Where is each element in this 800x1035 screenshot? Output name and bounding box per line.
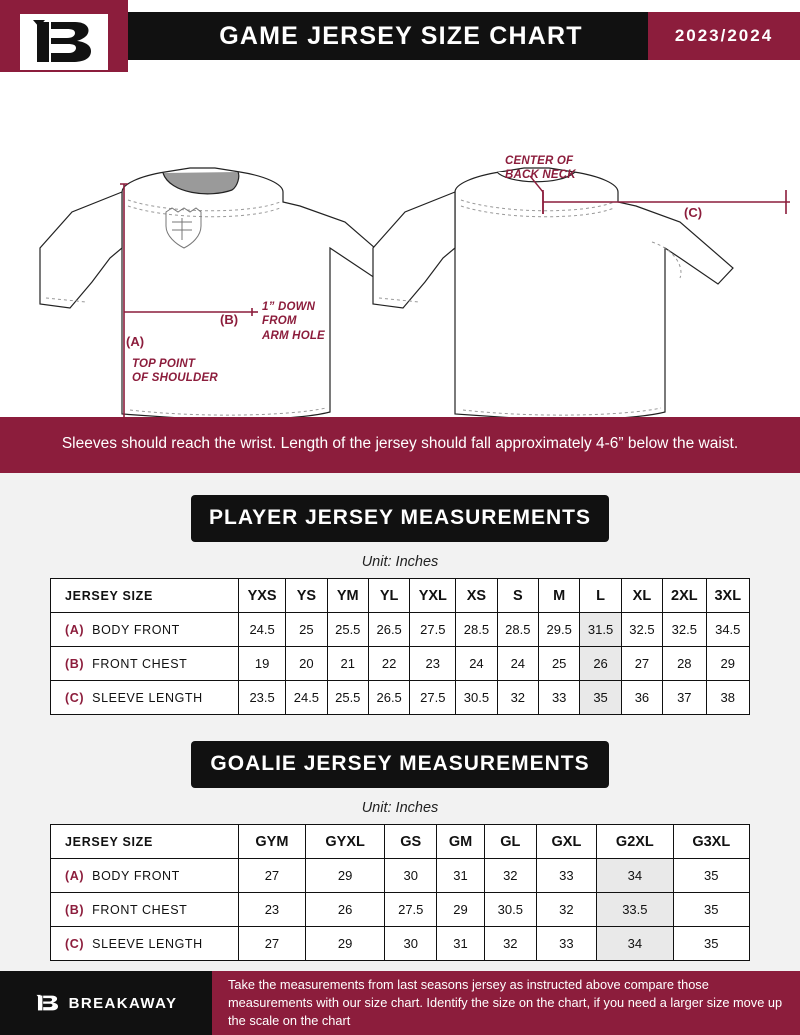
player-row-0-label [51, 613, 239, 647]
player-col-9: XL [621, 579, 662, 613]
player-row-2-label [51, 681, 239, 715]
cell: 25 [286, 613, 327, 647]
cell: 34 [597, 927, 673, 961]
cell: 33.5 [597, 893, 673, 927]
cell: 27.5 [385, 893, 437, 927]
goalie-col-5: GXL [536, 825, 597, 859]
cell: 24.5 [286, 681, 327, 715]
cell: 30.5 [484, 893, 536, 927]
page-footer [0, 971, 800, 1035]
label-b: (B) [220, 312, 239, 327]
goalie-row-1-label [51, 893, 239, 927]
player-col-2: YM [327, 579, 368, 613]
player-row-1-label [51, 647, 239, 681]
cell: 36 [621, 681, 662, 715]
cell: 33 [536, 927, 597, 961]
cell: 24 [497, 647, 538, 681]
cell: 37 [663, 681, 706, 715]
cell: 32.5 [621, 613, 662, 647]
cell: 32 [497, 681, 538, 715]
cell: 20 [286, 647, 327, 681]
player-col-3: YL [368, 579, 409, 613]
cell: 19 [239, 647, 286, 681]
cell: 32 [484, 927, 536, 961]
note-band: Sleeves should reach the wrist. Length of the jersey should fall approximately 4-6” below the waist. [0, 417, 800, 473]
label-a: (A) [126, 334, 145, 349]
page-header [0, 0, 800, 72]
goalie-col-6: G2XL [597, 825, 673, 859]
table-row [51, 647, 750, 681]
player-measurements-table [50, 578, 750, 715]
cell: 34.5 [706, 613, 749, 647]
cell: 30 [385, 859, 437, 893]
cell: 26.5 [368, 613, 409, 647]
cell: 28 [663, 647, 706, 681]
player-row-0-text: BODY FRONT [92, 622, 180, 637]
player-col-6: S [497, 579, 538, 613]
table-header-row [51, 579, 750, 613]
player-col-5: XS [456, 579, 497, 613]
cell: 30 [385, 927, 437, 961]
goalie-row-0-label [51, 859, 239, 893]
cell: 24 [456, 647, 497, 681]
table-row [51, 681, 750, 715]
cell: 29.5 [539, 613, 580, 647]
cell: 31.5 [580, 613, 621, 647]
player-row-1-text: FRONT CHEST [92, 656, 188, 671]
table-row [51, 859, 750, 893]
goalie-col-7: G3XL [673, 825, 749, 859]
cell: 35 [673, 893, 749, 927]
cell: 23 [239, 893, 306, 927]
cell: 28.5 [456, 613, 497, 647]
cell: 23.5 [239, 681, 286, 715]
player-col-11: 3XL [706, 579, 749, 613]
player-unit-label: Unit: Inches [361, 554, 439, 571]
footer-instructions: Take the measurements from last seasons jersey as instructed above compare those measurements with our size chart. Identify the size on the chart, if you need a larger size move up the scale on the chart [212, 971, 800, 1035]
cell: 27 [239, 927, 306, 961]
table-row [51, 893, 750, 927]
cell: 35 [673, 859, 749, 893]
goalie-unit-label: Unit: Inches [361, 800, 439, 817]
cell: 34 [597, 859, 673, 893]
player-col-10: 2XL [663, 579, 706, 613]
cell: 35 [580, 681, 621, 715]
callout-top-shoulder: TOP POINT OF SHOULDER [132, 358, 218, 385]
cell: 22 [368, 647, 409, 681]
cell: 26 [305, 893, 385, 927]
player-row-2-letter: (C) [65, 690, 85, 705]
player-col-0: YXS [239, 579, 286, 613]
cell: 30.5 [456, 681, 497, 715]
goalie-row-2-label [51, 927, 239, 961]
player-row-1-letter: (B) [65, 656, 85, 671]
cell: 27.5 [410, 681, 456, 715]
cell: 27 [239, 859, 306, 893]
cell: 23 [410, 647, 456, 681]
goalie-section-banner: GOALIE JERSEY MEASUREMENTS [191, 741, 609, 788]
jersey-illustration [0, 72, 800, 417]
goalie-row-0-letter: (A) [65, 868, 85, 883]
cell: 31 [437, 927, 485, 961]
cell: 26 [580, 647, 621, 681]
cell: 25.5 [327, 613, 368, 647]
goalie-row-2-letter: (C) [65, 936, 85, 951]
goalie-col-2: GS [385, 825, 437, 859]
table-header-row [51, 825, 750, 859]
goalie-section [0, 715, 800, 961]
goalie-size-header: JERSEY SIZE [51, 825, 239, 859]
goalie-row-2-text: SLEEVE LENGTH [92, 936, 203, 951]
goalie-row-1-text: FRONT CHEST [92, 902, 188, 917]
player-size-header: JERSEY SIZE [51, 579, 239, 613]
goalie-row-0-text: BODY FRONT [92, 868, 180, 883]
cell: 25 [539, 647, 580, 681]
brand-logo [20, 14, 108, 70]
player-section-banner: PLAYER JERSEY MEASUREMENTS [191, 495, 609, 542]
player-col-4: YXL [410, 579, 456, 613]
player-col-7: M [539, 579, 580, 613]
table-row [51, 613, 750, 647]
jersey-diagram-svg [0, 72, 800, 417]
goalie-col-3: GM [437, 825, 485, 859]
cell: 35 [673, 927, 749, 961]
cell: 33 [539, 681, 580, 715]
cell: 32.5 [663, 613, 706, 647]
goalie-measurements-table [50, 824, 750, 961]
callout-center-back-neck: CENTER OF BACK NECK [505, 155, 576, 182]
goalie-col-4: GL [484, 825, 536, 859]
cell: 25.5 [327, 681, 368, 715]
footer-brand-block [0, 971, 212, 1035]
footer-brand-name: BREAKAWAY [68, 994, 178, 1012]
cell: 27 [621, 647, 662, 681]
player-row-2-text: SLEEVE LENGTH [92, 690, 203, 705]
player-row-0-letter: (A) [65, 622, 85, 637]
cell: 32 [484, 859, 536, 893]
season-badge: 2023/2024 [648, 12, 800, 60]
goalie-col-0: GYM [239, 825, 306, 859]
cell: 29 [437, 893, 485, 927]
cell: 33 [536, 859, 597, 893]
player-section [0, 473, 800, 715]
breakaway-b-icon [29, 19, 99, 65]
cell: 29 [305, 927, 385, 961]
cell: 29 [305, 859, 385, 893]
cell: 28.5 [497, 613, 538, 647]
label-c: (C) [684, 205, 703, 220]
player-col-1: YS [286, 579, 327, 613]
cell: 27.5 [410, 613, 456, 647]
player-col-8: L [580, 579, 621, 613]
breakaway-b-icon-small [35, 987, 61, 1019]
cell: 24.5 [239, 613, 286, 647]
page-title: GAME JERSEY SIZE CHART [219, 21, 583, 50]
goalie-row-1-letter: (B) [65, 902, 85, 917]
goalie-col-1: GYXL [305, 825, 385, 859]
cell: 38 [706, 681, 749, 715]
callout-arm-hole: 1” DOWN FROM ARM HOLE [262, 301, 325, 342]
cell: 31 [437, 859, 485, 893]
cell: 29 [706, 647, 749, 681]
cell: 26.5 [368, 681, 409, 715]
table-row [51, 927, 750, 961]
cell: 32 [536, 893, 597, 927]
cell: 21 [327, 647, 368, 681]
